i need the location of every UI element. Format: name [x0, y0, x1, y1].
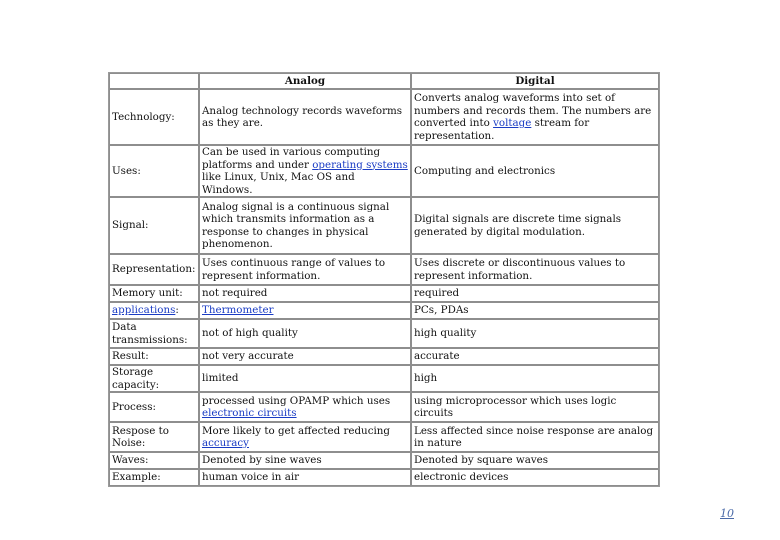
analog-cell [199, 422, 411, 452]
table-row [109, 365, 659, 392]
header-digital: Digital [411, 73, 659, 89]
table-row [109, 392, 659, 422]
digital-cell [411, 89, 659, 145]
table-row [109, 348, 659, 365]
digital-cell: required [411, 285, 659, 302]
analog-cell: limited [199, 365, 411, 392]
table-row [109, 302, 659, 319]
row-label: Waves: [109, 452, 199, 469]
analog-cell: not required [199, 285, 411, 302]
analog-cell [199, 302, 411, 319]
table-row [109, 452, 659, 469]
analog-cell: not very accurate [199, 348, 411, 365]
cell-text: Can be used in various computing platforms and under [202, 146, 381, 171]
row-label [109, 302, 199, 319]
digital-cell: Less affected since noise response are analog in nature [411, 422, 659, 452]
header-row [109, 73, 659, 89]
electronic-circuits-link[interactable]: electronic circuits [202, 407, 297, 419]
digital-cell: using microprocessor which uses logic circuits [411, 392, 659, 422]
header-analog: Analog [199, 73, 411, 89]
digital-cell: high quality [411, 319, 659, 348]
digital-cell: Computing and electronics [411, 145, 659, 197]
row-label: Example: [109, 469, 199, 486]
cell-text: Converts analog waveforms into set of numbers and records them. The numbers are converted into [414, 92, 652, 129]
voltage-link[interactable]: voltage [493, 117, 532, 129]
cell-text: stream for representation. [414, 117, 590, 142]
digital-cell: accurate [411, 348, 659, 365]
page-number: 10 [720, 507, 734, 520]
row-label: Respose to Noise: [109, 422, 199, 452]
digital-cell: Denoted by square waves [411, 452, 659, 469]
digital-cell: Uses discrete or discontinuous values to represent information. [411, 254, 659, 285]
cell-text: like Linux, Unix, Mac OS and Windows. [202, 171, 355, 196]
analog-cell: Analog technology records waveforms as they are. [199, 89, 411, 145]
row-label: Storage capacity: [109, 365, 199, 392]
table-row [109, 145, 659, 197]
table-row [109, 469, 659, 486]
analog-cell: Analog signal is a continuous signal which transmits information as a response to changes in physical phenomenon. [199, 197, 411, 254]
digital-cell: high [411, 365, 659, 392]
row-label: Process: [109, 392, 199, 422]
row-label: Uses: [109, 145, 199, 197]
row-label: Technology: [109, 89, 199, 145]
table-row [109, 319, 659, 348]
row-label: Signal: [109, 197, 199, 254]
analog-cell: human voice in air [199, 469, 411, 486]
row-label: Memory unit: [109, 285, 199, 302]
analog-cell: not of high quality [199, 319, 411, 348]
cell-text: More likely to get affected reducing [202, 424, 390, 437]
header-empty [109, 73, 199, 89]
table-row [109, 285, 659, 302]
table-row [109, 254, 659, 285]
table-row [109, 89, 659, 145]
analog-cell [199, 145, 411, 197]
row-label: Representation: [109, 254, 199, 285]
row-label: Data transmissions: [109, 319, 199, 348]
cell-text: : [175, 304, 179, 317]
analog-cell: Uses continuous range of values to represent information. [199, 254, 411, 285]
operating-systems-link[interactable]: operating systems [312, 158, 408, 171]
digital-cell: PCs, PDAs [411, 302, 659, 319]
thermometer-link[interactable]: Thermometer [202, 304, 274, 317]
comparison-table [108, 72, 660, 487]
digital-cell: Digital signals are discrete time signals generated by digital modulation. [411, 197, 659, 254]
applications-link[interactable]: applications [112, 304, 176, 317]
cell-text: processed using OPAMP which uses [202, 394, 391, 407]
accuracy-link[interactable]: accuracy [202, 437, 249, 449]
table-row [109, 197, 659, 254]
analog-cell: Denoted by sine waves [199, 452, 411, 469]
row-label: Result: [109, 348, 199, 365]
analog-cell [199, 392, 411, 422]
table-row [109, 422, 659, 452]
digital-cell: electronic devices [411, 469, 659, 486]
